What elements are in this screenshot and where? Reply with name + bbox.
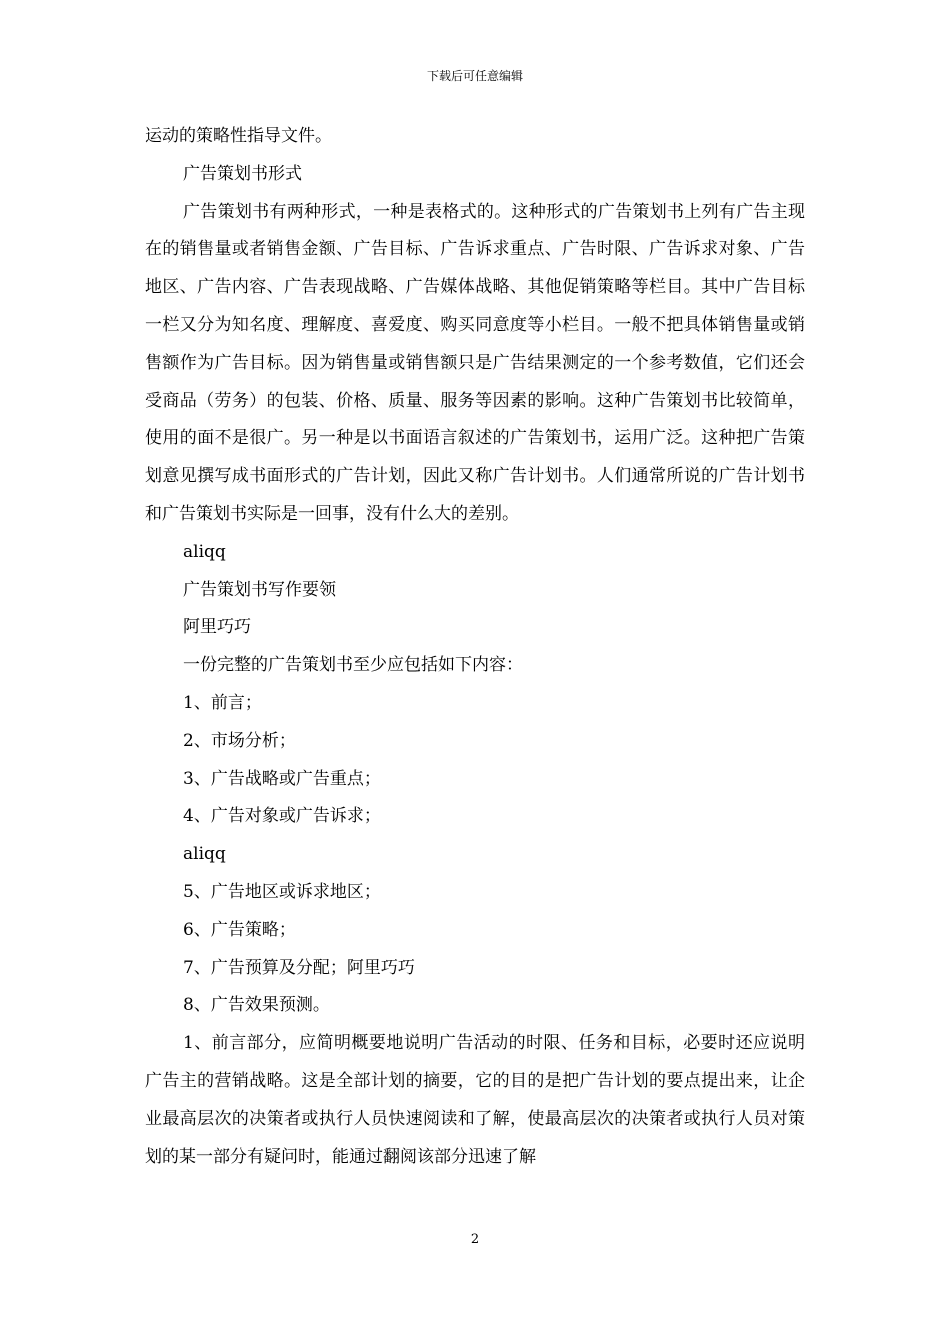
list-item: 3、广告战略或广告重点； [183,768,381,789]
list-item: 8、广告效果预测。 [183,995,330,1016]
list-item: 7、广告预算及分配；阿里巧巧 [183,957,415,978]
page-header: 下载后可任意编辑 [426,69,523,83]
watermark-text: aliqq [183,844,226,865]
paragraph: 1、前言部分，应简明概要地说明广告活动的时限、任务和目标，必要时还应说明广告主的营销战略。这是全部计划的摘要，它的目的是把广告计划的要点提出来，让企业最高层次的决策者或执行人员快速阅读和了解，使最高层次的决策者或执行人员对策划的某一部分有疑问时，能通过翻阅该部分迅速了解 [145,1033,805,1167]
watermark-text: 阿里巧巧 [183,617,251,638]
section-heading: 广告策划书形式 [183,163,302,184]
paragraph: 广告策划书有两种形式，一种是表格式的。这种形式的广告策划书上列有广告主现在的销售量或者销售金额、广告目标、广告诉求重点、广告时限、广告诉求对象、广告地区、广告内容、广告表现战略、广告媒体战略、其他促销策略等栏目。其中广告目标一栏又分为知名度、理解度、喜爱度、购买同意度等小栏目。一般不把具体销售量或销售额作为广告目标。因为销售量或销售额只是广告结果测定的一个参考数值，它们还会受商品（劳务）的包装、价格、质量、服务等因素的影响。这种广告策划书比较简单，使用的面不是很广。另一种是以书面语言叙述的广告策划书，运用广泛。这种把广告策划意见撰写成书面形式的广告计划，因此又称广告计划书。人们通常所说的广告计划书和广告策划书实际是一回事，没有什么大的差别。 [145,201,805,524]
list-item: 4、广告对象或广告诉求； [183,806,381,827]
section-heading: 广告策划书写作要领 [183,579,336,600]
watermark-text: aliqq [183,541,226,562]
list-item: 1、前言； [183,692,262,713]
page-number: 2 [470,1232,480,1247]
paragraph: 一份完整的广告策划书至少应包括如下内容： [183,655,523,676]
list-item: 2、市场分析； [183,730,296,751]
document-body [145,118,805,1176]
list-item: 5、广告地区或诉求地区； [183,881,381,902]
paragraph: 运动的策略性指导文件。 [145,126,332,146]
list-item: 6、广告策略； [183,919,296,940]
